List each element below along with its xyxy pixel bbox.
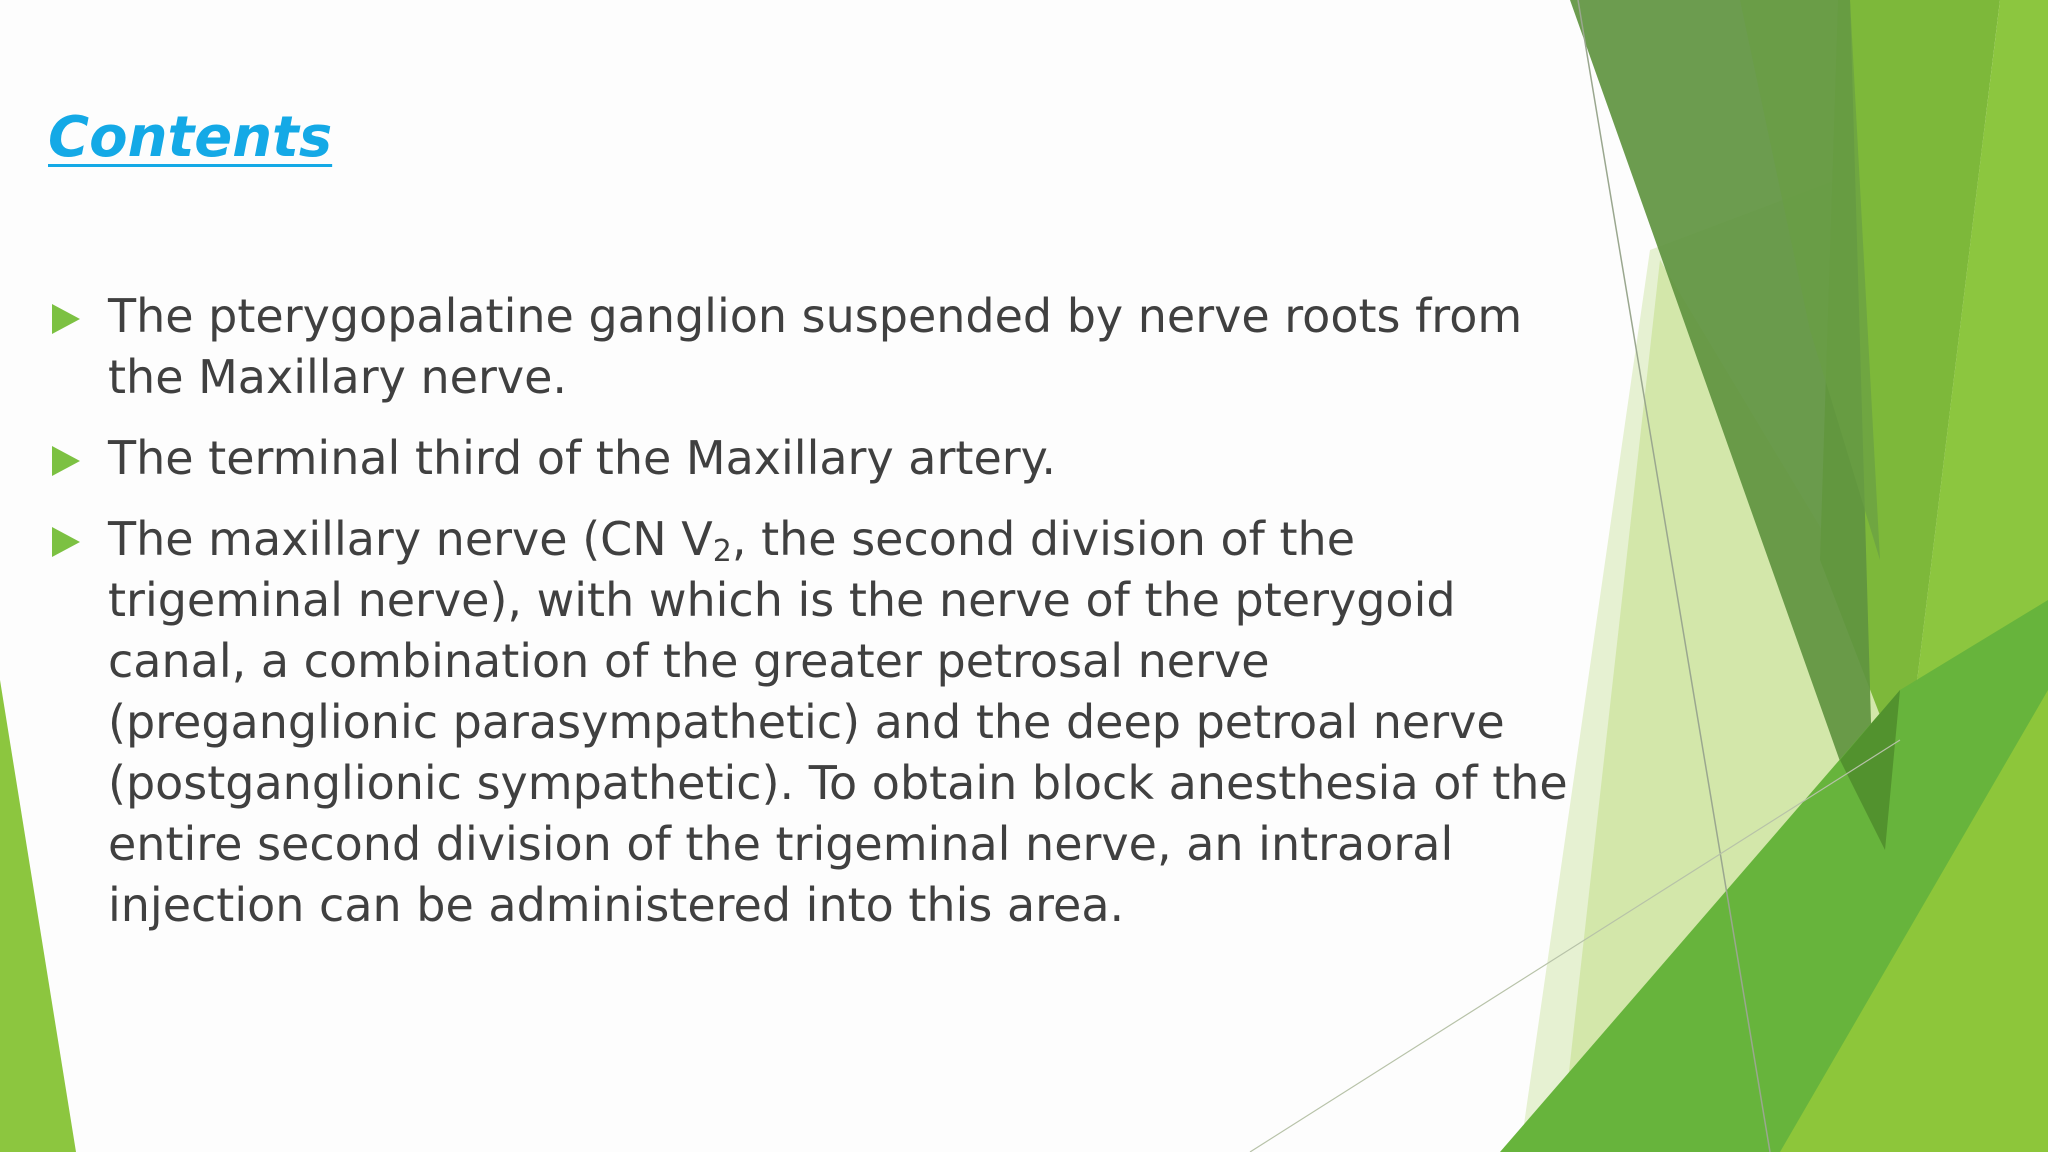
bullet-item bbox=[52, 428, 1572, 489]
bullet-text-after-subscript: , the second division of the trigeminal nerve), with which is the nerve of the pterygoid canal, a combination of the greater petrosal nerve (preganglionic parasympathetic) and the deep petroal nerve (postganglionic sympathetic). To obtain block anesthesia of the entire second division of the trigeminal nerve, an intraoral injection can be administered into this area. bbox=[108, 512, 1568, 932]
bullet-list bbox=[52, 286, 1572, 956]
bullet-arrow-icon bbox=[52, 446, 80, 476]
bullet-arrow-icon bbox=[52, 304, 80, 334]
bullet-text: The terminal third of the Maxillary artery. bbox=[108, 431, 1056, 485]
bullet-text: The pterygopalatine ganglion suspended by nerve roots from the Maxillary nerve. bbox=[108, 289, 1523, 404]
bullet-arrow-icon bbox=[52, 527, 80, 557]
bullet-item bbox=[52, 509, 1572, 936]
subscript-2: 2 bbox=[712, 534, 732, 569]
bullet-text-before-subscript: The maxillary nerve (CN V bbox=[108, 512, 713, 566]
bullet-item bbox=[52, 286, 1572, 408]
slide-title: Contents bbox=[48, 105, 333, 170]
